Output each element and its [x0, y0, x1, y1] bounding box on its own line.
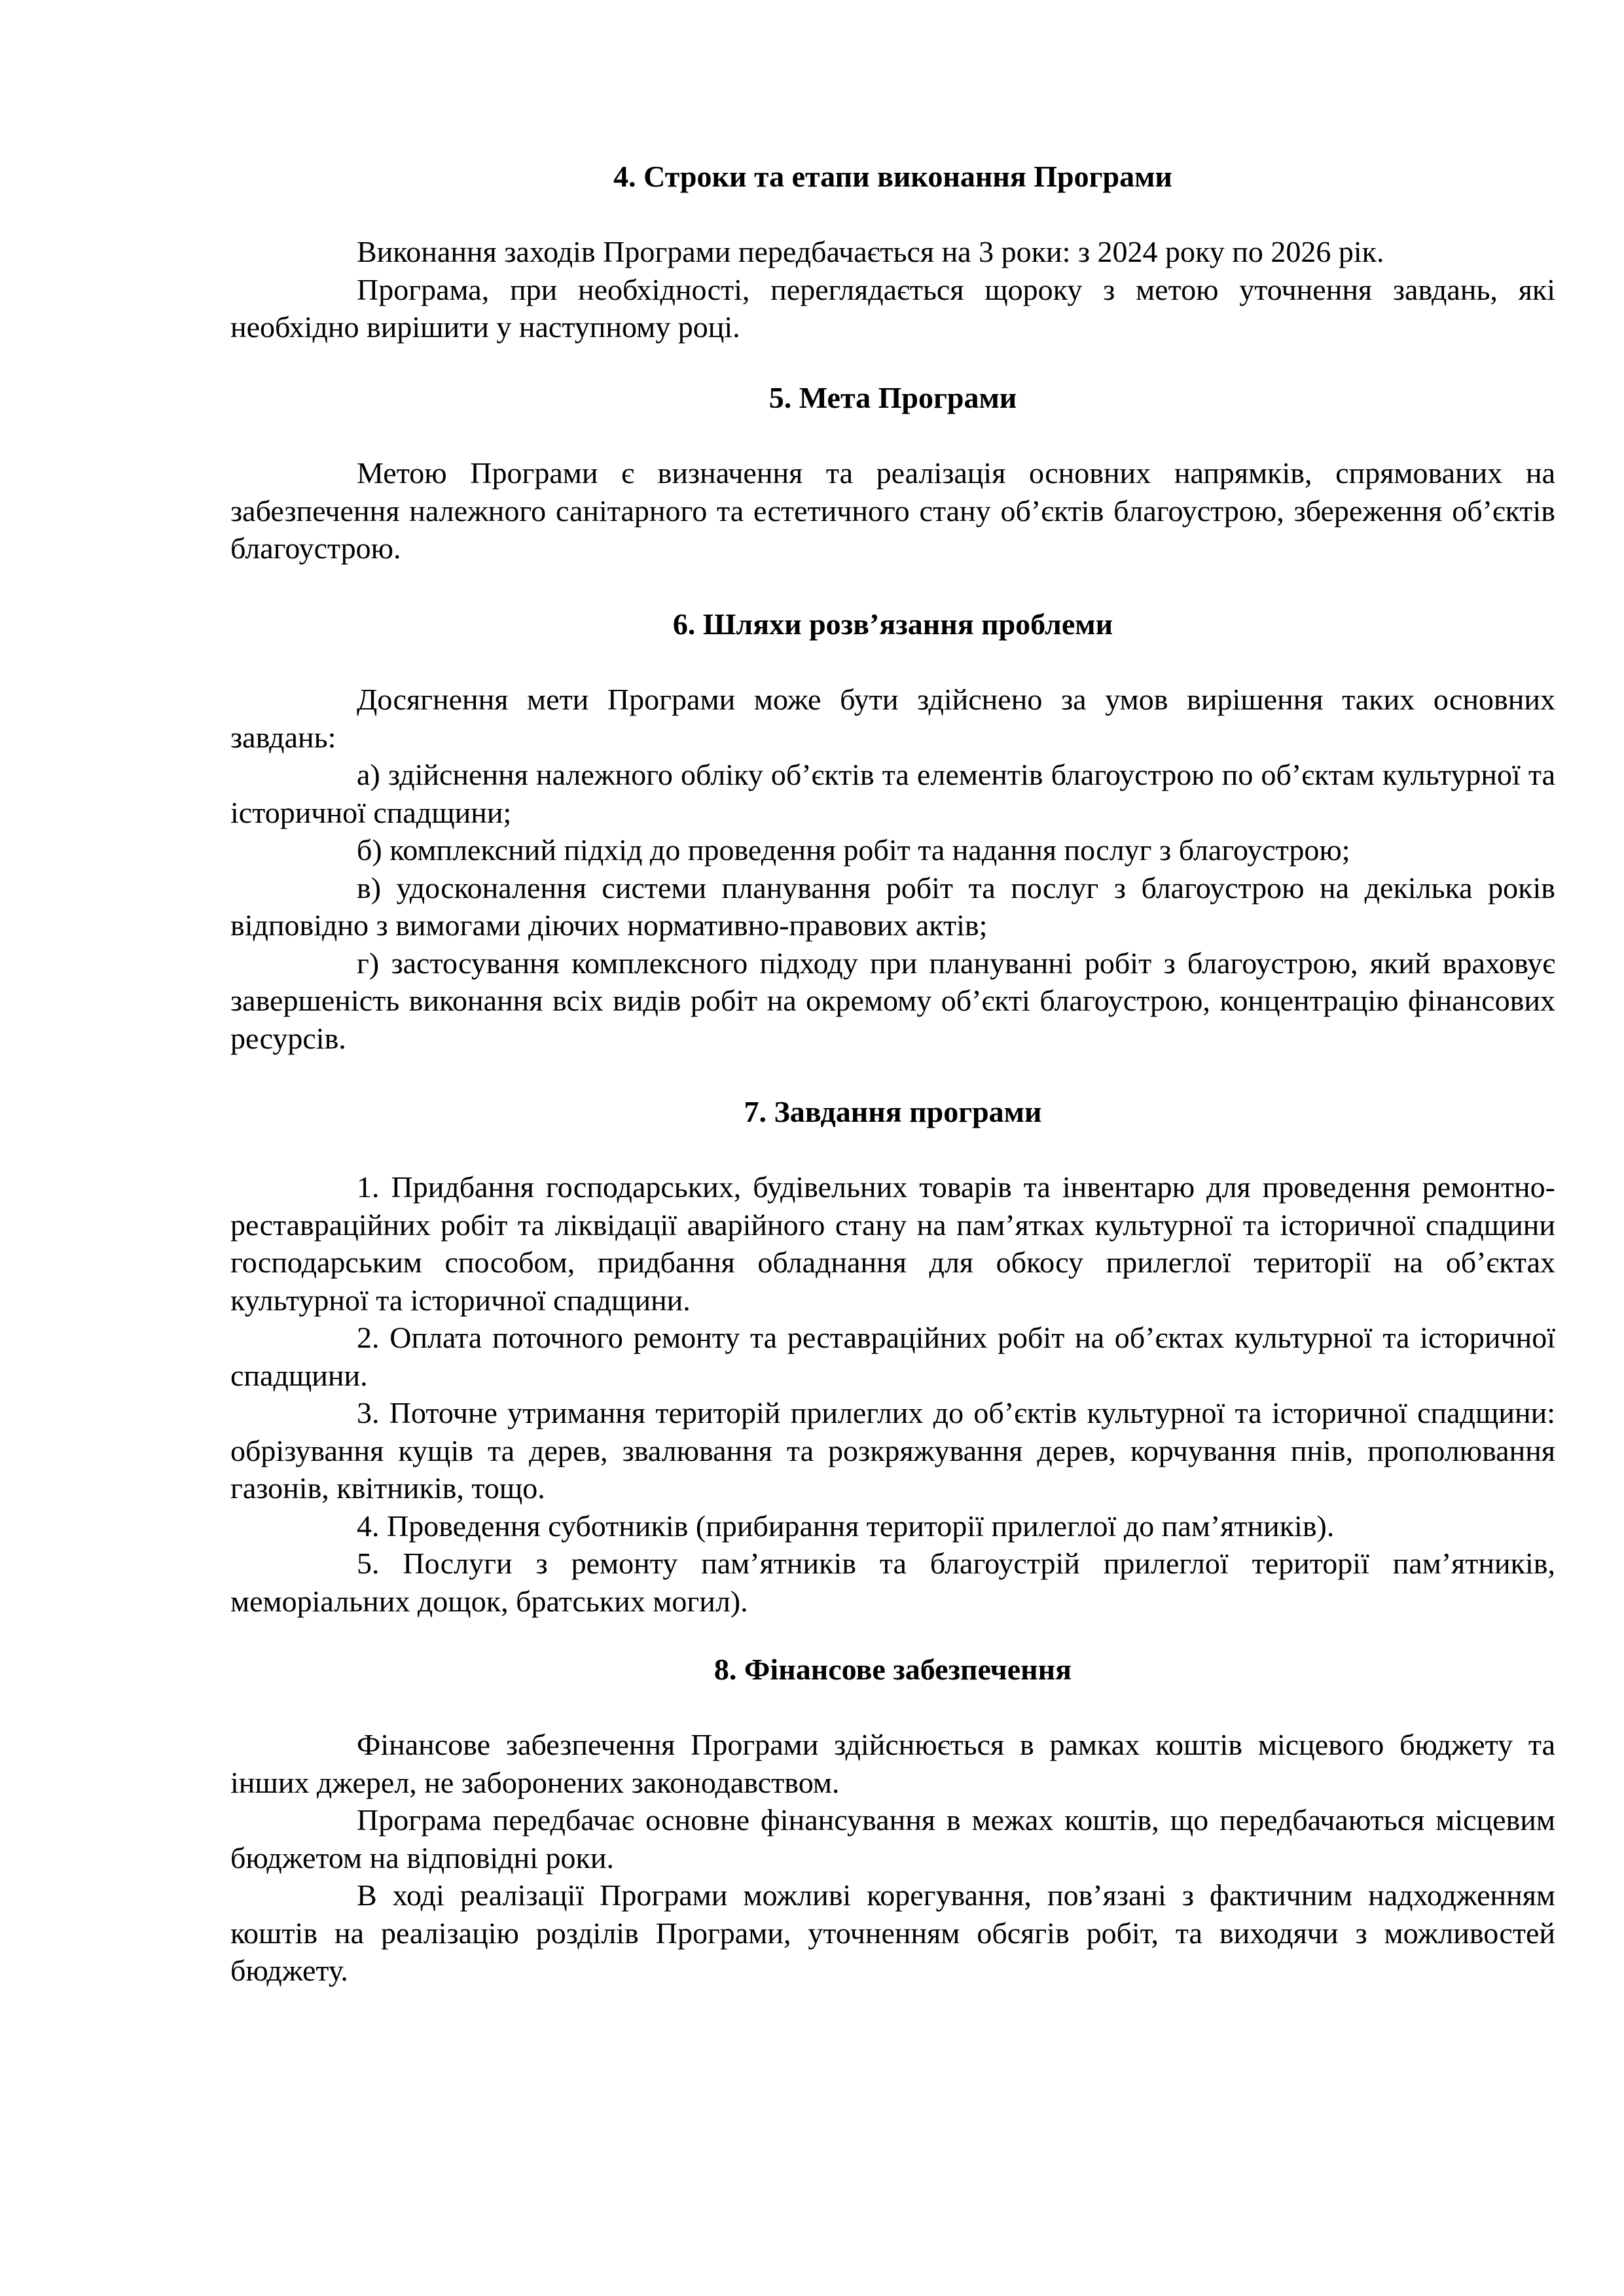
- section-heading: 8. Фінансове забезпечення: [713, 1653, 1072, 1686]
- list-item: б) комплексний підхід до проведення робіт та надання послуг з благоустрою;: [357, 833, 1350, 867]
- section-timeline: [230, 158, 1555, 346]
- section-heading: 4. Строки та етапи виконання Програми: [613, 160, 1172, 193]
- paragraph: Досягнення мети Програми може бути здійснено за умов вирішення таких основних завдань:: [230, 683, 1555, 754]
- section-heading: 6. Шляхи розв’язання проблеми: [672, 607, 1113, 641]
- list-item: 1. Придбання господарських, будівельних товарів та інвентарю для проведення ремонтно-реставраційних робіт та ліквідації аварійного стану на пам’ятках культурної та історичної спадщини господарським способом, придбання обладнання для обкосу прилеглої території на об’єктах культурної та історичної спадщини.: [230, 1170, 1555, 1317]
- list-item: 4. Проведення суботників (прибирання території прилеглої до пам’ятників).: [357, 1509, 1335, 1543]
- list-item: 3. Поточне утримання територій прилеглих до об’єктів культурної та історичної спадщини: обрізування кущів та дерев, звалювання та розкряжування дерев, корчування пнів, прополювання газонів, квітників, тощо.: [230, 1396, 1555, 1505]
- section-heading: 5. Мета Програми: [768, 381, 1017, 414]
- list-item: а) здійснення належного обліку об’єктів та елементів благоустрою по об’єктам культурної та історичної спадщини;: [230, 758, 1555, 829]
- paragraph: Метою Програми є визначення та реалізація основних напрямків, спрямованих на забезпечення належного санітарного та естетичного стану об’єктів благоустрою, збереження об’єктів благоустрою.: [230, 456, 1555, 565]
- section-solutions: [230, 605, 1555, 1057]
- paragraph: Фінансове забезпечення Програми здійснюється в рамках коштів місцевого бюджету та інших джерел, не заборонених законодавством.: [230, 1728, 1555, 1799]
- paragraph: В ході реалізації Програми можливі корегування, пов’язані з фактичним надходженням коштів на реалізацію розділів Програми, уточненням обсягів робіт, та виходячи з можливостей бюджету.: [230, 1878, 1555, 1987]
- paragraph: Програма передбачає основне фінансування в межах коштів, що передбачаються місцевим бюджетом на відповідні роки.: [230, 1803, 1555, 1874]
- section-heading: 7. Завдання програми: [744, 1095, 1042, 1128]
- section-tasks: [230, 1093, 1555, 1620]
- list-item: в) удосконалення системи планування робіт та послуг з благоустрою на декілька років відповідно з вимогами діючих нормативно-правових актів;: [230, 870, 1555, 942]
- paragraph: Виконання заходів Програми передбачається на 3 роки: з 2024 року по 2026 рік.: [357, 235, 1384, 268]
- list-item: 5. Послуги з ремонту пам’ятників та благоустрій прилеглої території пам’ятників, меморіальних дощок, братських могил).: [230, 1547, 1555, 1618]
- section-goal: [230, 379, 1555, 567]
- section-financing: [230, 1651, 1555, 1990]
- list-item: г) застосування комплексного підходу при плануванні робіт з благоустрою, який враховує завершеність виконання всіх видів робіт на окремому об’єкті благоустрою, концентрацію фінансових ресурсів.: [230, 946, 1555, 1055]
- list-item: 2. Оплата поточного ремонту та реставраційних робіт на об’єктах культурної та історичної спадщини.: [230, 1321, 1555, 1392]
- paragraph: Програма, при необхідності, переглядається щороку з метою уточнення завдань, які необхідно вирішити у наступному році.: [230, 272, 1555, 344]
